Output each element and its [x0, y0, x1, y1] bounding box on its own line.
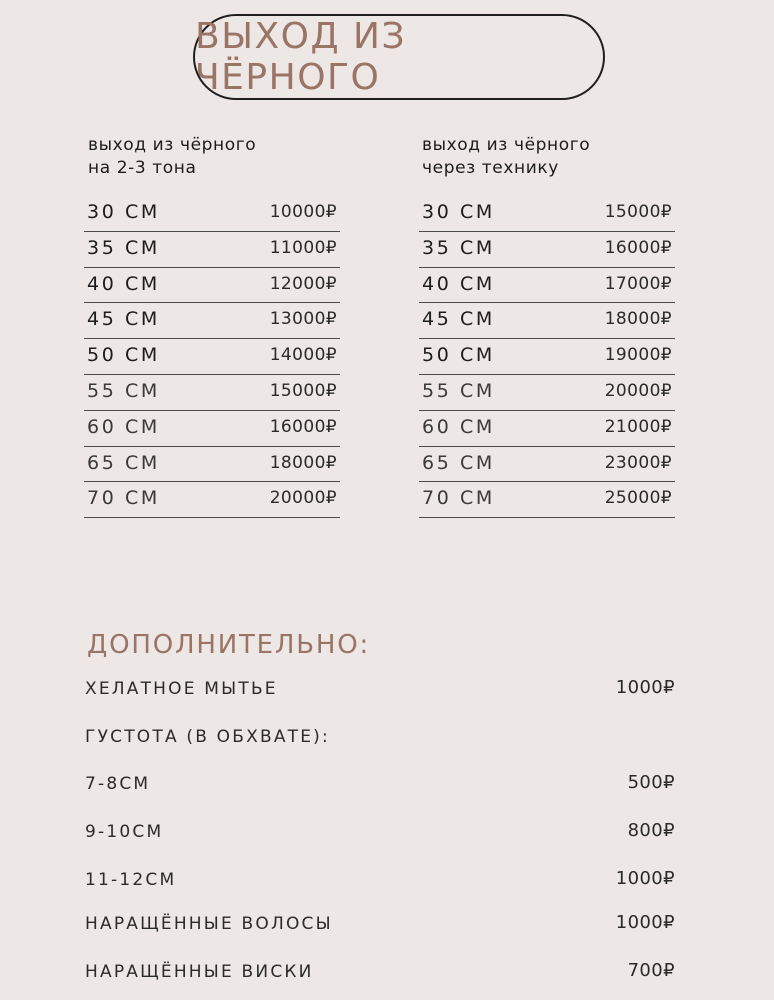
price-row — [84, 303, 340, 339]
size-label: 40 СМ — [87, 272, 160, 295]
size-label: 50 СМ — [422, 344, 495, 367]
size-label: 30 СМ — [87, 201, 160, 223]
left-column-heading — [88, 134, 256, 180]
size-label: 70 СМ — [422, 487, 495, 510]
price-value: 10000₽ — [269, 202, 337, 222]
price-value: 17000₽ — [604, 273, 672, 294]
price-value: 21000₽ — [604, 416, 672, 437]
price-row — [84, 482, 340, 518]
price-value: 16000₽ — [269, 416, 337, 437]
right-heading-line2: через технику — [422, 158, 559, 178]
size-label: 60 СМ — [422, 415, 495, 438]
price-value: 16000₽ — [604, 237, 672, 258]
extra-item — [85, 914, 675, 944]
page-title: ВЫХОД ИЗ ЧЁРНОГО — [195, 16, 407, 98]
size-label: 70 СМ — [87, 487, 160, 510]
size-label: 35 СМ — [87, 236, 160, 259]
extra-item-label: 11-12СМ — [85, 870, 177, 890]
extra-item-price: 700₽ — [627, 960, 675, 981]
price-row — [419, 339, 675, 375]
extra-item-label: 9-10СМ — [85, 822, 164, 842]
right-column-heading — [422, 134, 590, 180]
right-price-list — [419, 196, 675, 518]
price-row — [419, 268, 675, 304]
left-heading-line1: выход из чёрного — [88, 135, 257, 155]
extra-item — [85, 679, 675, 709]
left-heading-line2: на 2-3 тона — [88, 158, 197, 178]
extra-item-label: ГУСТОТА (В ОБХВАТЕ): — [85, 727, 330, 747]
extra-item-label: 7-8СМ — [85, 774, 151, 794]
price-row — [419, 303, 675, 339]
size-label: 65 СМ — [87, 451, 160, 474]
size-label: 45 СМ — [87, 308, 160, 331]
price-value: 20000₽ — [269, 488, 337, 509]
size-label: 55 СМ — [422, 379, 495, 402]
price-row — [419, 196, 675, 232]
price-value: 15000₽ — [604, 202, 672, 222]
price-value: 15000₽ — [269, 380, 337, 401]
price-value: 14000₽ — [269, 345, 337, 366]
extra-item-price: 800₽ — [627, 820, 675, 841]
extra-item-price: 1000₽ — [615, 677, 675, 698]
price-value: 12000₽ — [269, 273, 337, 294]
extra-item-price: 500₽ — [627, 772, 675, 793]
price-value: 11000₽ — [269, 237, 337, 258]
extra-item — [85, 962, 675, 992]
size-label: 55 СМ — [87, 379, 160, 402]
extra-item-price: 1000₽ — [615, 912, 675, 933]
size-label: 60 СМ — [87, 415, 160, 438]
price-row — [419, 411, 675, 447]
page-title-pill — [193, 14, 605, 100]
price-row — [84, 232, 340, 268]
price-row — [419, 232, 675, 268]
price-row — [84, 339, 340, 375]
extra-item-label: НАРАЩЁННЫЕ ВИСКИ — [85, 962, 314, 982]
price-row — [84, 268, 340, 304]
price-value: 18000₽ — [604, 309, 672, 330]
price-row — [84, 447, 340, 483]
size-label: 35 СМ — [422, 236, 495, 259]
size-label: 30 СМ — [422, 201, 495, 223]
price-row — [84, 375, 340, 411]
price-row — [419, 375, 675, 411]
extra-item — [85, 774, 675, 804]
price-value: 25000₽ — [604, 488, 672, 509]
price-row — [419, 482, 675, 518]
price-value: 18000₽ — [269, 452, 337, 473]
size-label: 50 СМ — [87, 344, 160, 367]
extras-title: ДОПОЛНИТЕЛЬНО: — [87, 630, 371, 660]
right-heading-line1: выход из чёрного — [422, 135, 591, 155]
extra-item — [85, 727, 675, 757]
price-value: 23000₽ — [604, 452, 672, 473]
extra-item — [85, 822, 675, 852]
size-label: 65 СМ — [422, 451, 495, 474]
extra-item — [85, 870, 675, 900]
size-label: 45 СМ — [422, 308, 495, 331]
price-row — [419, 447, 675, 483]
left-price-list — [84, 196, 340, 518]
extra-item-price: 1000₽ — [615, 868, 675, 889]
price-value: 19000₽ — [604, 345, 672, 366]
extra-item-label: НАРАЩЁННЫЕ ВОЛОСЫ — [85, 914, 333, 934]
price-row — [84, 411, 340, 447]
size-label: 40 СМ — [422, 272, 495, 295]
price-row — [84, 196, 340, 232]
extra-item-label: ХЕЛАТНОЕ МЫТЬЕ — [85, 679, 278, 699]
price-value: 20000₽ — [604, 380, 672, 401]
price-value: 13000₽ — [269, 309, 337, 330]
